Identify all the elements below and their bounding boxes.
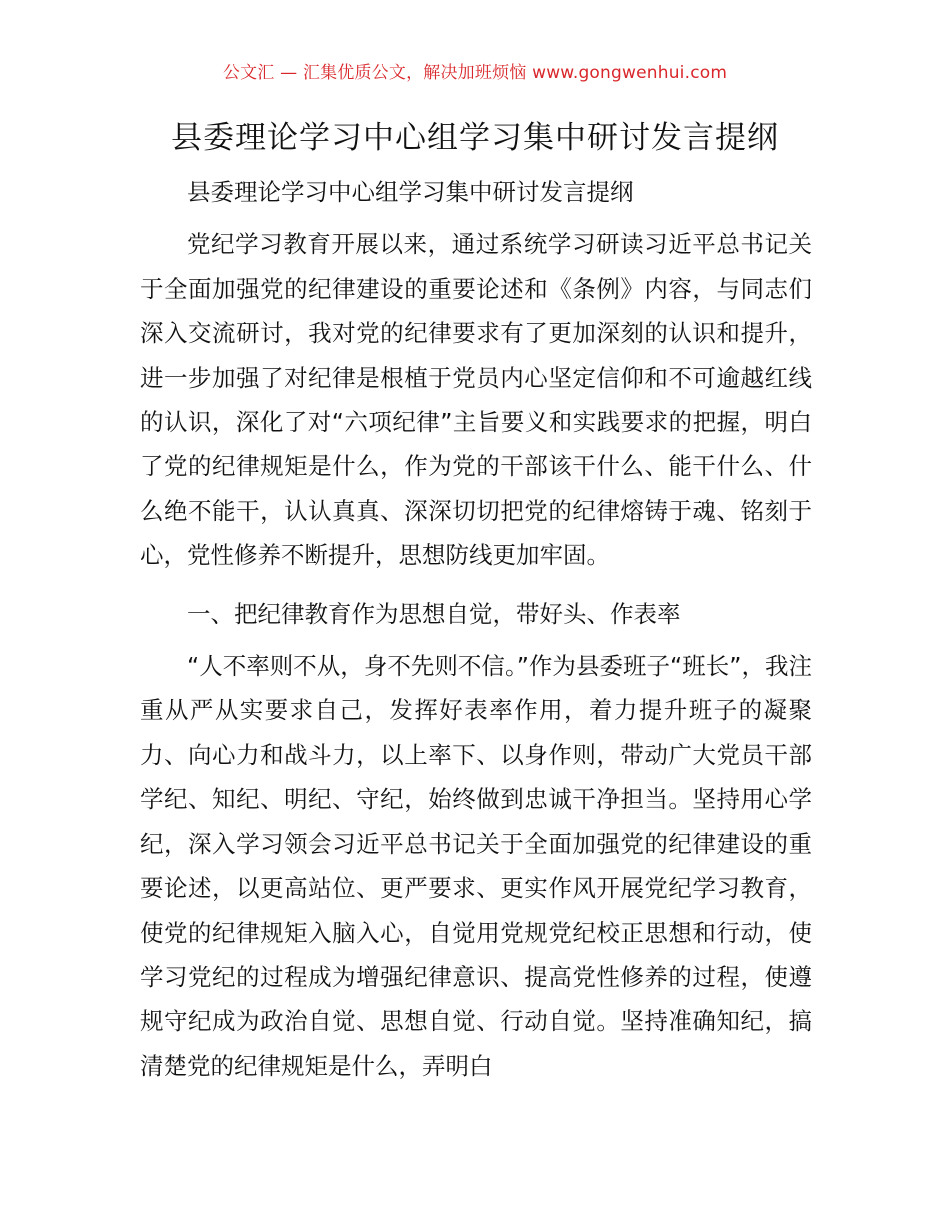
document-subtitle: 县委理论学习中心组学习集中研讨发言提纲 [187,178,634,206]
paragraph-intro: 党纪学习教育开展以来，通过系统学习研读习近平总书记关于全面加强党的纪律建设的重要论述和《条例》内容，与同志们深入交流研讨，我对党的纪律要求有了更加深刻的认识和提升，进一步加强了对纪律是根植于党员内心坚定信仰和不可逾越红线的认识，深化了对“六项纪律”主旨要义和实践要求的把握，明白了党的纪律规矩是什么，作为党的干部该干什么、能干什么、什么绝不能干，认认真真、深深切切把党的纪律熔铸于魂、铭刻于心，党性修养不断提升，思想防线更加牢固。 [140,230,812,570]
paragraph-section-1: “人不率则不从，身不先则不信。”作为县委班子“班长”，我注重从严从实要求自己，发挥好表率作用，着力提升班子的凝聚力、向心力和战斗力，以上率下、以身作则，带动广大党员干部学纪、知纪、明纪、守纪，始终做到忠诚干净担当。坚持用心学纪，深入学习领会习近平总书记关于全面加强党的纪律建设的重要论述，以更高站位、更严要求、更实作风开展党纪学习教育，使党的纪律规矩入脑入心，自觉用党规党纪校正思想和行动，使学习党纪的过程成为增强纪律意识、提高党性修养的过程，使遵规守纪成为政治自觉、思想自觉、行动自觉。坚持准确知纪，搞清楚党的纪律规矩是什么，弄明白 [140,652,812,1080]
header-banner: 公文汇 — 汇集优质公文，解决加班烦恼 www.gongwenhui.com [222,63,728,83]
document-body [140,170,812,1088]
section-heading-1: 一、把纪律教育作为思想自觉，带好头、作表率 [187,599,681,628]
document-title: 县委理论学习中心组学习集中研讨发言提纲 [171,120,779,156]
